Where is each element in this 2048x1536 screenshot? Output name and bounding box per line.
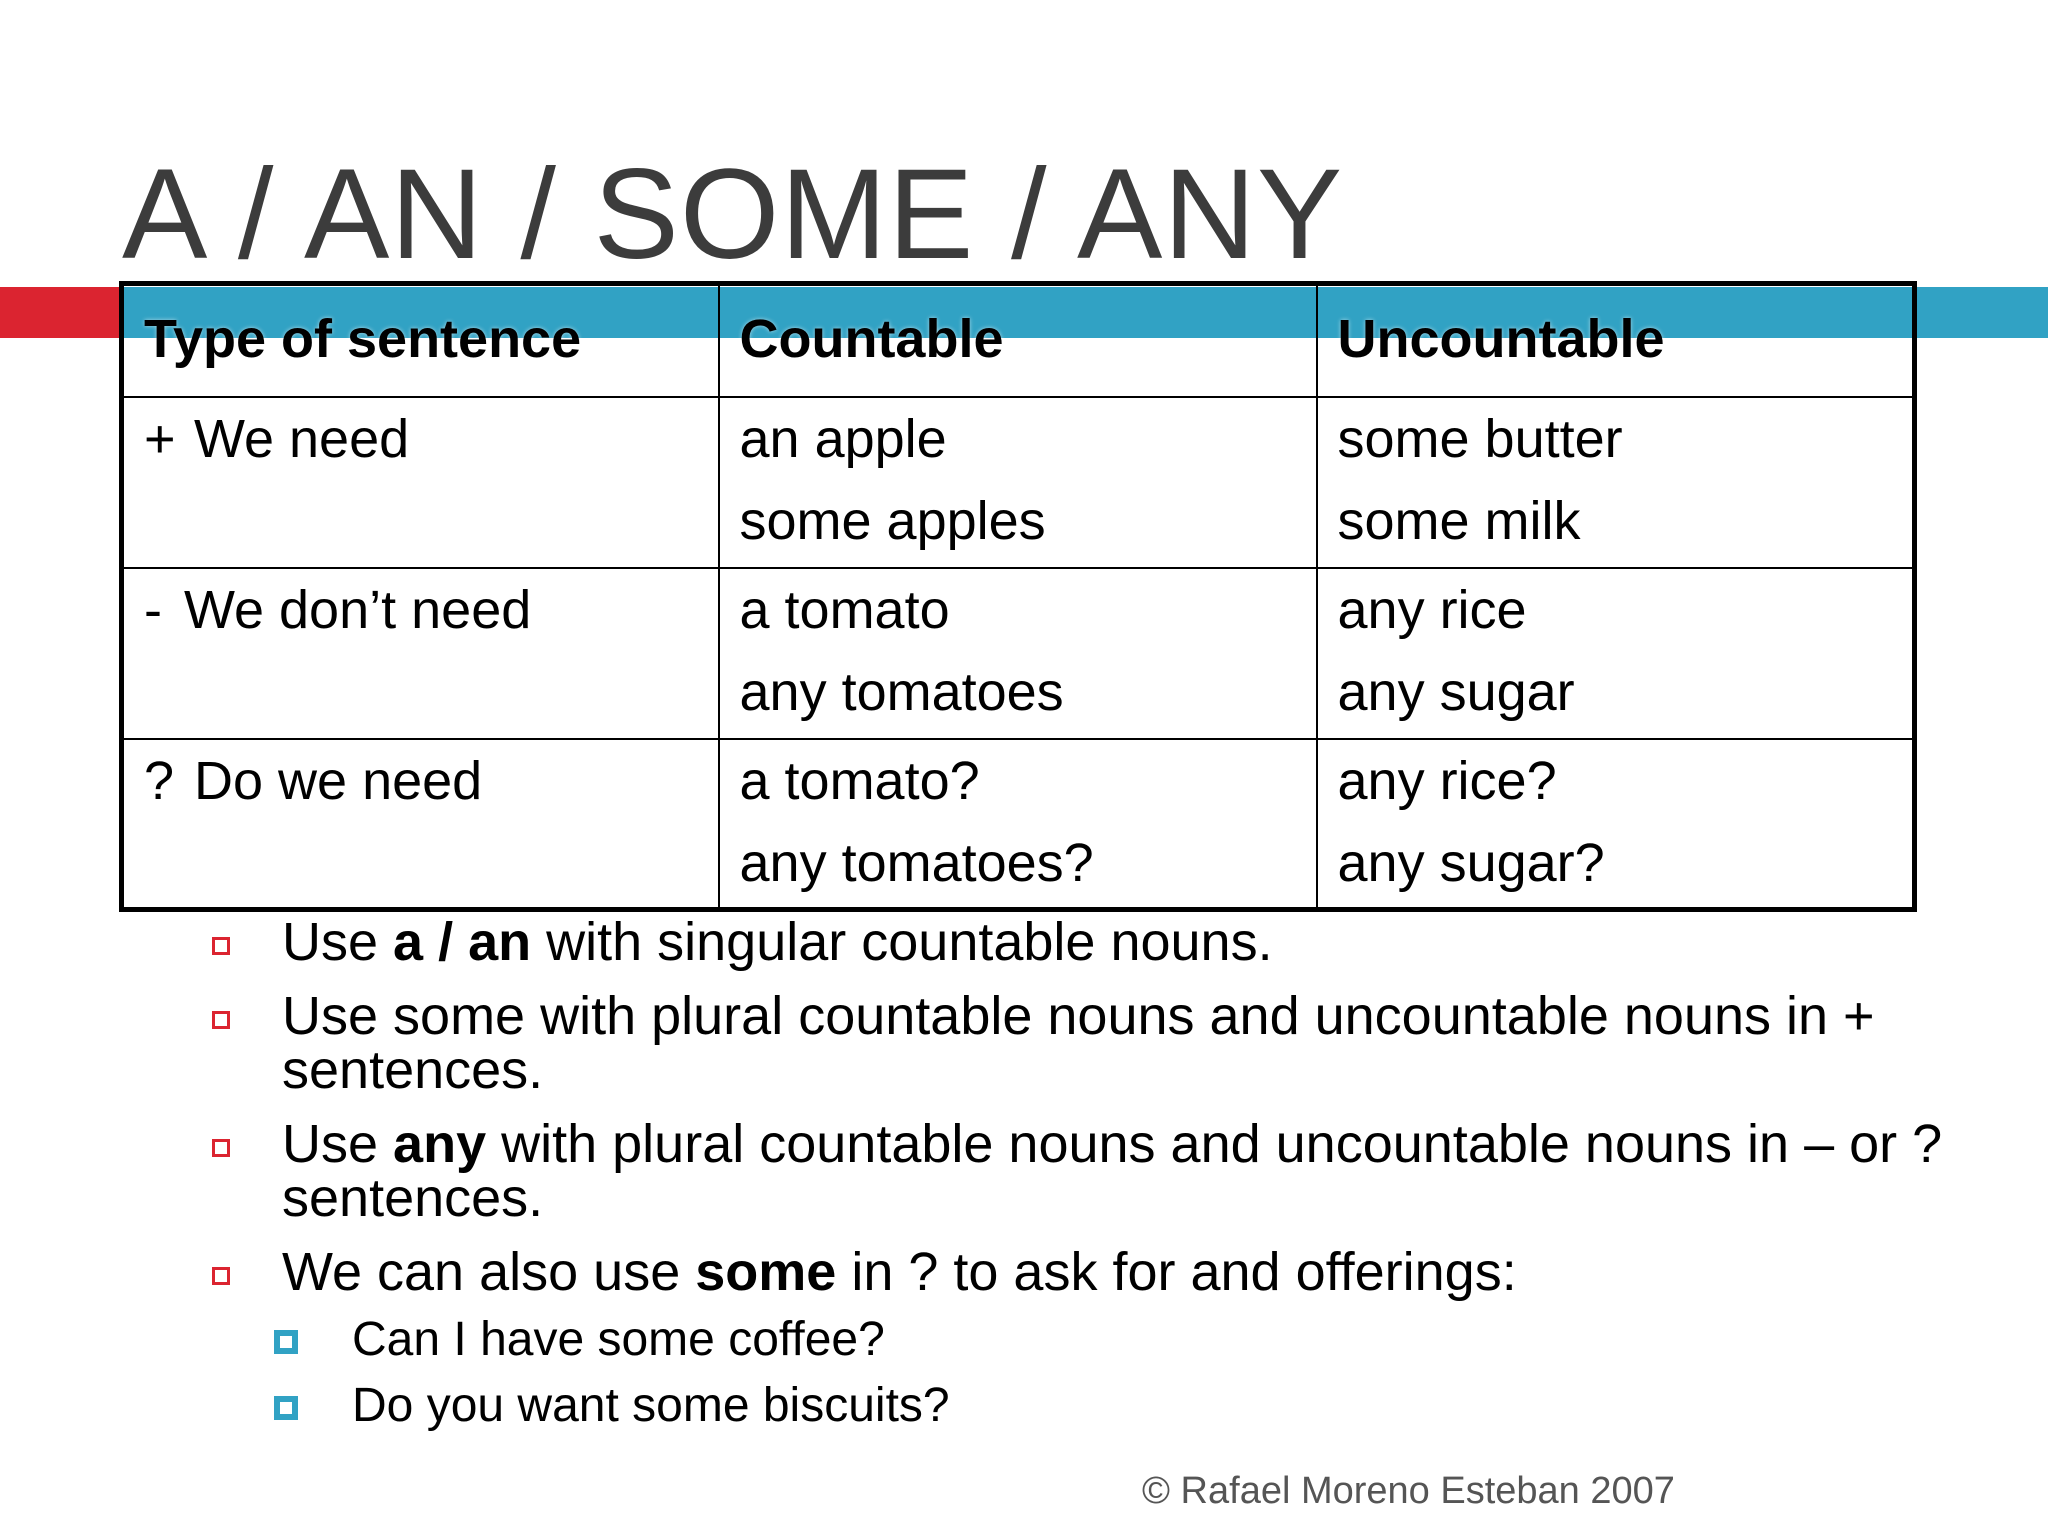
sentence-sign: - — [144, 579, 162, 640]
table-row — [122, 568, 1915, 739]
square-bullet-icon — [212, 937, 230, 955]
square-bullet-icon — [212, 1139, 230, 1157]
bullet-bold-text: any — [393, 1114, 487, 1174]
countable-cell — [719, 739, 1317, 910]
slide-title: A / AN / SOME / ANY — [122, 143, 1344, 286]
bullet-text: in ? to ask for and offerings: — [836, 1242, 1517, 1302]
table-row — [122, 739, 1915, 910]
bullet-bold-text: a / an — [393, 912, 532, 972]
sentence-type-cell — [122, 397, 719, 568]
sentence-sign: ? — [144, 750, 175, 811]
bullet-text: Use — [282, 1114, 394, 1174]
list-item — [0, 1242, 2048, 1433]
list-item — [0, 986, 2048, 1100]
table-header-row — [122, 284, 1915, 397]
sentence-type: We don’t need — [184, 579, 532, 640]
accent-bar-red — [0, 287, 122, 338]
sentence-type: We need — [194, 408, 410, 469]
square-bullet-icon — [212, 1011, 230, 1029]
header-uncountable: Uncountable — [1317, 284, 1915, 397]
bullet-bold-text: some — [695, 1242, 837, 1302]
bullet-text: with plural countable nouns and uncountable nouns in – or ? sentences. — [282, 1114, 1943, 1228]
copyright-notice: © Rafael Moreno Esteban 2007 — [1142, 1470, 1675, 1512]
uncountable-example: any sugar? — [1337, 832, 1605, 893]
uncountable-example: any sugar — [1337, 661, 1575, 722]
bullet-text: We can also use — [282, 1242, 696, 1302]
countable-cell — [719, 397, 1317, 568]
uncountable-example: some milk — [1337, 490, 1581, 551]
uncountable-example: any rice? — [1337, 750, 1557, 811]
sentence-type-cell — [122, 568, 719, 739]
sentence-type-cell — [122, 739, 719, 910]
list-item — [282, 1379, 2048, 1433]
filled-square-bullet-icon — [274, 1330, 298, 1354]
grammar-table — [119, 281, 1917, 912]
countable-cell — [719, 568, 1317, 739]
list-item — [282, 1313, 2048, 1367]
bullet-text: with singular countable nouns. — [531, 912, 1273, 972]
countable-example: any tomatoes — [739, 661, 1064, 722]
header-countable: Countable — [719, 284, 1317, 397]
uncountable-cell — [1317, 739, 1915, 910]
countable-example: an apple — [739, 408, 947, 469]
rules-list — [0, 912, 2048, 1453]
example-text: Do you want some biscuits? — [352, 1379, 950, 1432]
uncountable-example: some butter — [1337, 408, 1623, 469]
examples-list — [282, 1313, 2008, 1433]
uncountable-example: any rice — [1337, 579, 1527, 640]
list-item — [0, 1114, 2048, 1228]
bullet-text: Use — [282, 912, 394, 972]
countable-example: a tomato? — [739, 750, 980, 811]
uncountable-cell — [1317, 568, 1915, 739]
bullet-text: Use some with plural countable nouns and uncountable nouns in + sentences. — [282, 986, 1875, 1100]
filled-square-bullet-icon — [274, 1396, 298, 1420]
countable-example: any tomatoes? — [739, 832, 1094, 893]
example-text: Can I have some coffee? — [352, 1313, 885, 1366]
list-item — [0, 912, 2048, 972]
sentence-type: Do we need — [194, 750, 483, 811]
table-row — [122, 397, 1915, 568]
countable-example: some apples — [739, 490, 1046, 551]
header-type-of-sentence: Type of sentence — [122, 284, 719, 397]
square-bullet-icon — [212, 1267, 230, 1285]
countable-example: a tomato — [739, 579, 950, 640]
sentence-sign: + — [144, 408, 176, 469]
uncountable-cell — [1317, 397, 1915, 568]
